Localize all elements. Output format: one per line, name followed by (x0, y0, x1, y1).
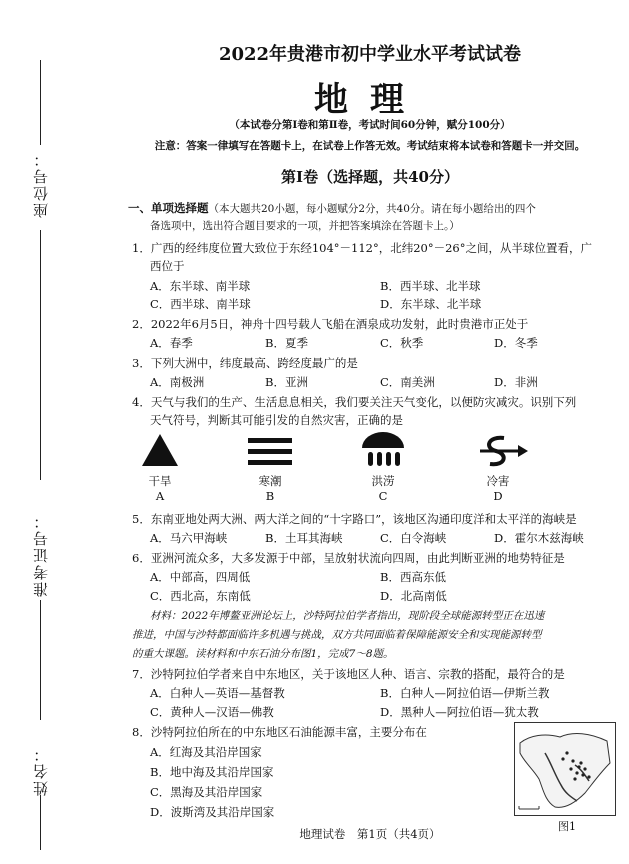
q1-option-b: B．西半球、北半球 (380, 279, 481, 293)
q2-option-a: A．春季 (150, 336, 193, 350)
q4-stem-1: 4．天气与我们的生产、生活息息相关，我们要关注天气变化，以便防灾减灾。识别下列 (132, 395, 577, 409)
q3-option-b: B．亚洲 (265, 375, 308, 389)
symbol-name-c: 洪涝 (371, 474, 395, 488)
section-heading-line (128, 200, 536, 216)
symbol-name-b: 寒潮 (258, 474, 282, 488)
q6-option-b: B．西高东低 (380, 570, 446, 584)
middle-east-oil-map (514, 722, 616, 816)
q5-option-a: A．马六甲海峡 (150, 531, 228, 545)
binding-margin (0, 0, 80, 864)
symbol-name-a: 干旱 (148, 474, 172, 488)
q7-option-d: D．黑种人—阿拉伯语—犹太教 (380, 705, 539, 719)
q4-stem-2: 天气符号，判断其可能引发的自然灾害，正确的是 (150, 413, 403, 427)
q8-option-d: D．波斯湾及其沿岸国家 (150, 805, 275, 819)
q1-option-a: A．东半球、南半球 (150, 279, 251, 293)
figure-label: 图1 (558, 820, 576, 833)
name-line (40, 795, 41, 850)
q5-option-b: B．土耳其海峡 (265, 531, 343, 545)
q8-option-a: A．红海及其沿岸国家 (150, 745, 262, 759)
q2-option-b: B．夏季 (265, 336, 308, 350)
seat-line (40, 60, 41, 145)
q6-option-d: D．北高南低 (380, 589, 447, 603)
symbol-letter-a: A (155, 489, 165, 503)
q7-option-a: A．白种人—英语—基督教 (150, 686, 285, 700)
q5-stem: 5．东南亚地处两大洲、两大洋之间的“十字路口”，该地区沟通印度洋和太平洋的海峡是 (132, 512, 577, 526)
q1-stem-2: 西位于 (150, 259, 185, 273)
subject-title: 地理 (314, 80, 426, 120)
section-heading: 一、单项选择题 (128, 201, 209, 215)
q6-option-c: C．西北高，东南低 (150, 589, 251, 603)
q8-stem: 8．沙特阿拉伯所在的中东地区石油能源丰富，主要分布在 (132, 725, 427, 739)
flood-symbol-icon (358, 430, 408, 472)
q1-option-c: C．西半球、南半球 (150, 297, 251, 311)
divider-line (40, 230, 41, 480)
material-line-3: 的重大课题。读材料和中东石油分布图1，完成7～8题。 (132, 648, 394, 660)
exam-id-label: 准考证号： (32, 512, 50, 597)
q3-stem: 3．下列大洲中，纬度最高、跨经度最广的是 (132, 356, 358, 370)
exam-info: （本试卷分第Ⅰ卷和第Ⅱ卷，考试时间60分钟，赋分100分） (229, 119, 511, 131)
q2-stem: 2．2022年6月5日，神舟十四号载人飞船在酒泉成功发射，此时贵港市正处于 (132, 317, 529, 331)
symbol-letter-d: D (493, 489, 503, 503)
q3-option-a: A．南极洲 (150, 375, 205, 389)
q5-option-c: C．白令海峡 (380, 531, 447, 545)
q3-option-c: C．南美洲 (380, 375, 435, 389)
q8-option-c: C．黑海及其沿岸国家 (150, 785, 263, 799)
name-label: 姓名： (32, 745, 50, 796)
q8-option-b: B．地中海及其沿岸国家 (150, 765, 274, 779)
q1-option-d: D．东半球、北半球 (380, 297, 482, 311)
q2-option-d: D．冬季 (494, 336, 538, 350)
section-note-2: 备选项中，选出符合题目要求的一项，并把答案填涂在答题卡上。） (150, 220, 460, 232)
material-line-2: 推进，中国与沙特都面临许多机遇与挑战，双方共同面临着保障能源安全和实现能源转型 (132, 629, 542, 641)
exam-notice: 注意：答案一律填写在答题卡上，在试卷上作答无效。考试结束将本试卷和答题卡一并交回。 (154, 140, 586, 152)
q6-stem: 6．亚洲河流众多，大多发源于中部，呈放射状流向四周，由此判断亚洲的地势特征是 (132, 551, 565, 565)
material-line-1: 材料：2022年博鳌亚洲论坛上，沙特阿拉伯学者指出，现阶段全球能源转型正在迅速 (150, 610, 545, 622)
page-footer: 地理试卷 第1页（共4页） (299, 827, 441, 841)
cold-wave-symbol-icon (246, 436, 294, 468)
q3-option-d: D．非洲 (494, 375, 538, 389)
q5-option-d: D．霍尔木兹海峡 (494, 531, 584, 545)
q6-option-a: A．中部高，四周低 (150, 570, 251, 584)
seat-label: 座位号： (32, 150, 50, 218)
q7-option-b: B．白种人—阿拉伯语—伊斯兰教 (380, 686, 550, 700)
q7-stem: 7．沙特阿拉伯学者来自中东地区，关于该地区人种、语言、宗教的搭配，最符合的是 (132, 667, 565, 681)
frost-symbol-icon (474, 432, 530, 470)
symbol-name-d: 冷害 (486, 474, 510, 488)
q1-stem-1: 1．广西的经纬度位置大致位于东经104°－112°，北纬20°－26°之间，从半球位置看，广 (132, 241, 592, 255)
symbol-letter-c: C (378, 489, 388, 503)
q7-option-c: C．黄种人—汉语—佛教 (150, 705, 274, 719)
exam-title: 2022年贵港市初中学业水平考试试卷 (218, 44, 522, 65)
section-note-1: （本大题共20小题，每小题赋分2分，共40分。请在每小题给出的四个 (208, 203, 536, 215)
part-title: 第Ⅰ卷（选择题，共40分） (281, 168, 459, 186)
symbol-letter-b: B (265, 489, 275, 503)
q2-option-c: C．秋季 (380, 336, 424, 350)
exam-id-line (40, 600, 41, 720)
drought-symbol-icon (140, 432, 180, 468)
